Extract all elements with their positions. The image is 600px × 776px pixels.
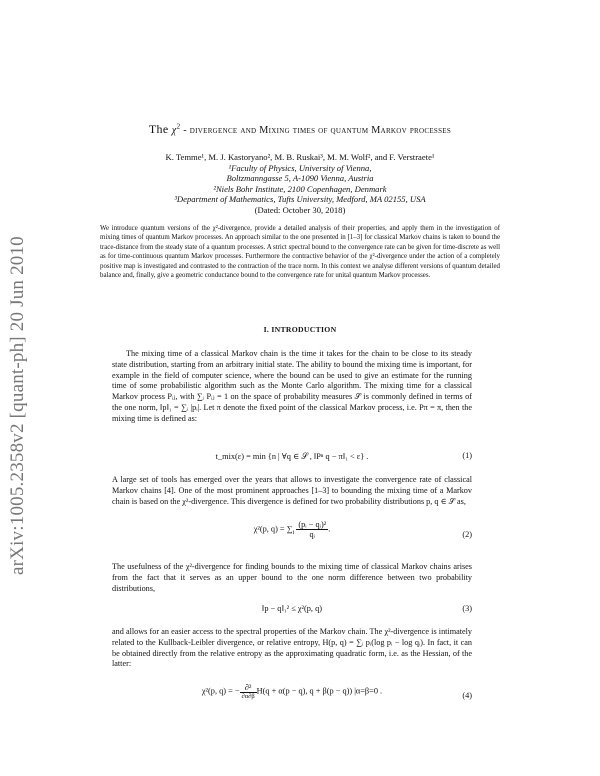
equation-4 bbox=[112, 683, 472, 711]
equation-1-number: (1) bbox=[462, 451, 472, 460]
equation-1-body: t_mix(ε) = min {n | ∀q ∈ 𝒮 , ‖Pⁿ q − π‖₁ < ε} . bbox=[215, 452, 369, 461]
paragraph-3: The usefulness of the χ²-divergence for finding bounds to the mixing time of classical Markov chains arises from the fact that it serves as an upper bound to the one norm difference between two probability distributions, bbox=[112, 562, 472, 593]
equation-2-number: (2) bbox=[462, 530, 472, 539]
equation-4-rhs: H(q + α(p − q), q + β(p − q)) |α=β=0 . bbox=[256, 686, 383, 696]
paragraph-4: and allows for an easier access to the spectral properties of the Markov chain. The χ²-divergence is intimately related to the Kullback-Leibler divergence, or relative entropy, H(p, q) = ∑ᵢ pᵢ(log pᵢ − log qᵢ). In fact, it can be obtained directly from the relative entropy as the approximating quadratic form, i.e. as the Hessian, of the latter: bbox=[112, 627, 472, 669]
equation-2-denominator: qᵢ bbox=[309, 530, 316, 539]
affiliation-1-address: Boltzmanngasse 5, A-1090 Vienna, Austria bbox=[226, 173, 374, 184]
equation-2-lhs: χ²(p, q) = ∑ bbox=[253, 524, 293, 534]
affiliation-1: ¹Faculty of Physics, University of Vienna, bbox=[228, 162, 372, 173]
paper-title: The $\chi^2$ - divergence and Mixing times of quantum Markov processes bbox=[148, 122, 452, 136]
paragraph-2: A large set of tools has emerged over the years that allows to investigate the convergence rate of classical Markov chains [4]. One of the most prominent approaches [1–3] to bounding the mixing time of a Markov chain is based on the χ²-divergence. This divergence is defined for two probability distributions p, q ∈ 𝒮 as, bbox=[112, 475, 472, 506]
section-heading: I. INTRODUCTION bbox=[263, 325, 337, 334]
equation-2-numerator: (pᵢ − qᵢ)² bbox=[298, 520, 327, 529]
dated-line: (Dated: October 30, 2018) bbox=[254, 204, 346, 215]
equation-4-number: (4) bbox=[462, 691, 472, 700]
equation-2-sum-index: i bbox=[292, 530, 295, 537]
affiliation-2: ²Niels Bohr Institute, 2100 Copenhagen, Denmark bbox=[213, 183, 387, 194]
abstract: We introduce quantum versions of the χ²-divergence, provide a detailed analysis of their properties, and apply them in the investigation of mixing times of quantum Markov processes. An approach similar to the one presented in [1–3] for classical Markov chains is taken to bound the trace-distance from the steady state of a quantum processes. A strict spectral bound to the convergence rate can be given for time-discrete as well as for time-continuous quantum Markov processes. Furthermore the contractive behavior of the χ²-divergence under the action of a completely positive map is investigated and contrasted to the contraction of the trace norm. In this context we analyse different versions of quantum detailed balance and, finally, give a geometric conductance bound to the convergence rate for unital quantum Markov processes. bbox=[100, 225, 500, 280]
equation-4-lhs: χ²(p, q) = − bbox=[201, 686, 240, 696]
equation-4-fraction: $\frac{\text{∂²}}{\partial\alpha\partial\beta}$ bbox=[241, 683, 255, 700]
arxiv-identifier: arXiv:1005.2358v2 [quant-ph] 20 Jun 2010 bbox=[7, 236, 28, 575]
author-block bbox=[0, 152, 600, 216]
paragraph-1: The mixing time of a classical Markov chain is the time it takes for the chain to be close to its steady state distribution, starting from an arbitrary initial state. The ability to bound the mixing time is important, for example in the field of computer science, where the bound can be used to give an estimate for the running time of some probabilistic algorithm such as the Monte Carlo algorithm. The mixing time for a classical Markov process Pᵢⱼ, with ∑ᵢ Pᵢⱼ = 1 on the space of probability measures 𝒮 is commonly defined in terms of the one norm, ‖p‖₁ = ∑ᵢ |pᵢ|. Let π denote the fixed point of the classical Markov process, i.e. Pπ = π, then the mixing time is defined as: bbox=[112, 349, 472, 423]
equation-2: χ²(p, $q) = \sum_i$ $\frac{\text{(pᵢ − qᵢ)²}}{\text{qᵢ}}$ . (2) bbox=[253, 520, 472, 539]
affiliation-3: ³Department of Mathematics, Tufts University, Medford, MA 02155, USA bbox=[174, 194, 426, 205]
equation-3-body: ‖p − q‖₁² ≤ χ²(p, q) bbox=[261, 604, 322, 613]
author-list: K. Temme¹, M. J. Kastoryano², M. B. Ruskai³, M. M. Wolf², and F. Verstraete¹ bbox=[165, 152, 435, 162]
equation-3-number: (3) bbox=[462, 604, 472, 613]
equation-2-fraction bbox=[296, 520, 328, 539]
